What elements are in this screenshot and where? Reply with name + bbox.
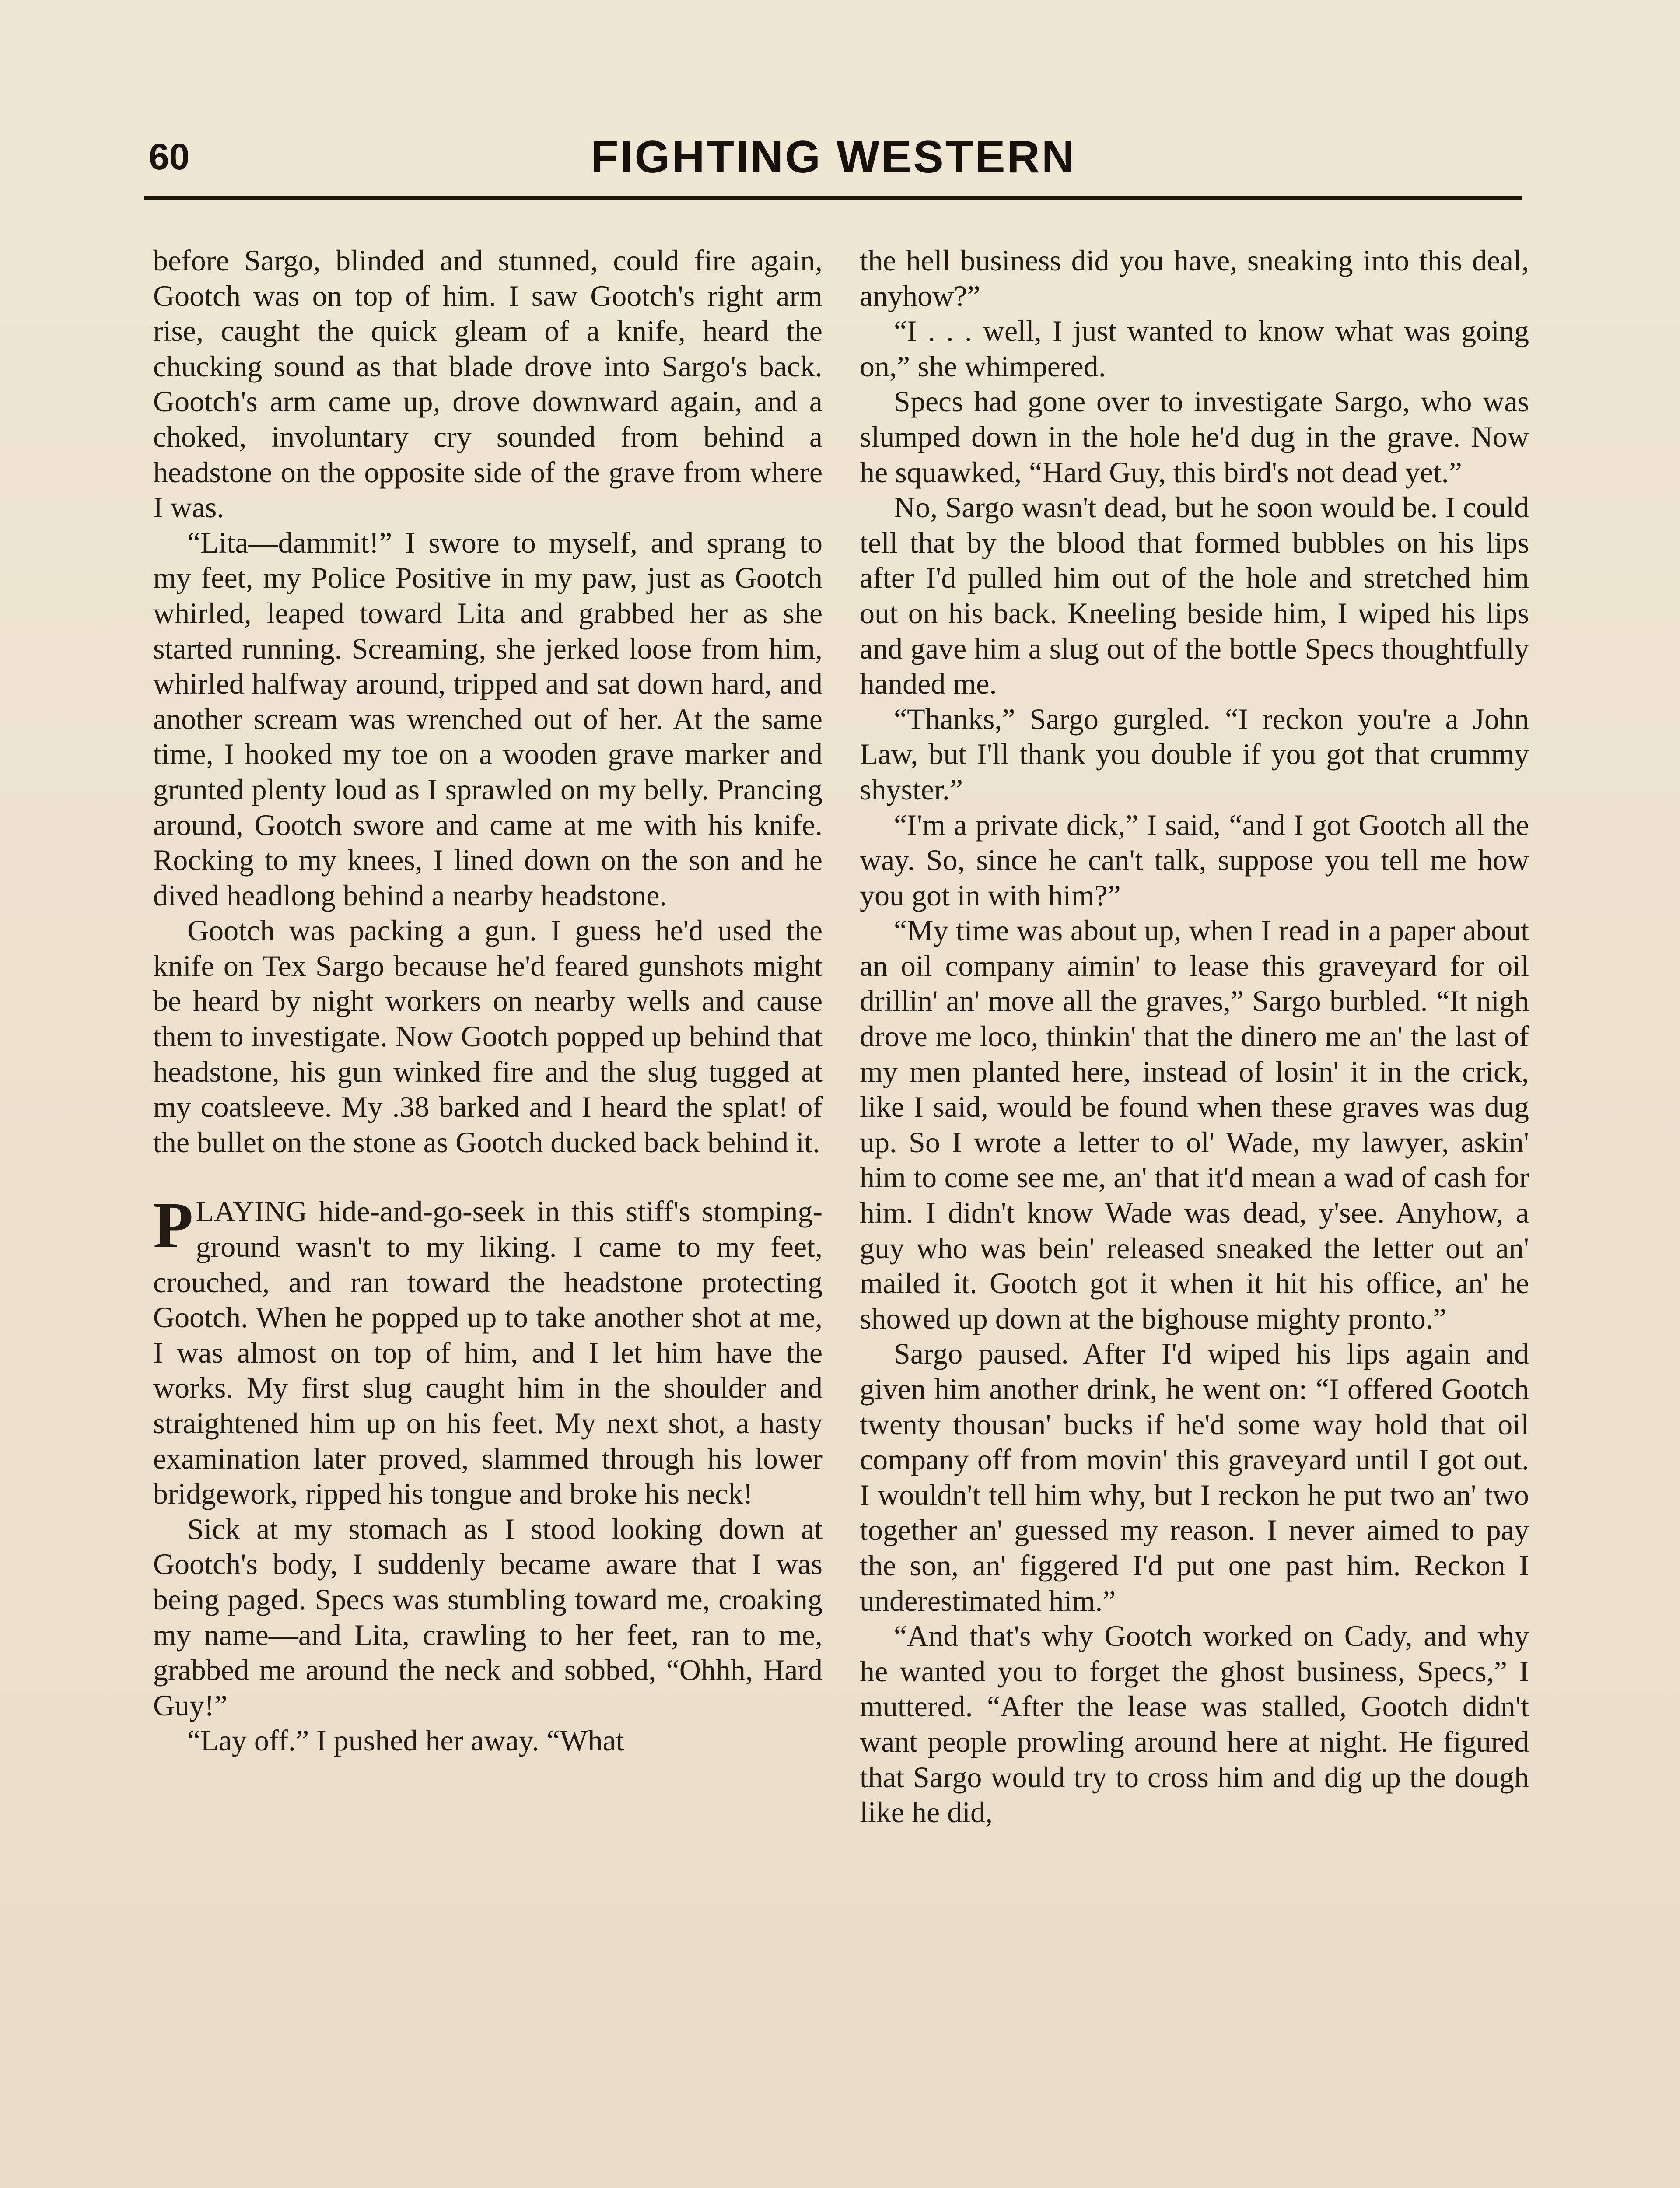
paragraph: before Sargo, blinded and stunned, could fire again, Gootch was on top of him. I saw Gootch's right arm rise, caught the quick gleam of a knife, heard the chucking sound as that blade drove into Sargo's back. Gootch's arm came up, drove downward again, and a choked, involuntary cry sounded from behind a headstone on the opposite side of the grave from where I was.: [153, 244, 822, 524]
paragraph: Specs had gone over to investigate Sargo, who was slumped down in the hole he'd dug in the grave. Now he squawked, “Hard Guy, this bird's not dead yet.”: [860, 385, 1529, 489]
paragraph: the hell business did you have, sneaking into this deal, anyhow?”: [860, 244, 1529, 312]
paragraph: No, Sargo wasn't dead, but he soon would be. I could tell that by the blood that formed bubbles on his lips after I'd pulled him out of the hole and stretched him out on his back. Kneeling beside him, I wiped his lips and gave him a slug out of the bottle Specs thoughtfully handed me.: [860, 491, 1529, 701]
paragraph: “Thanks,” Sargo gurgled. “I reckon you're a John Law, but I'll thank you double if you got that crummy shyster.”: [860, 702, 1529, 806]
paragraph: “My time was about up, when I read in a paper about an oil company aimin' to lease this graveyard for oil drillin' an' move all the graves,” Sargo burbled. “It nigh drove me loco, thinkin' that the dinero me an' the last of my men planted here, instead of losin' it in the crick, like I said, would be found when these graves was dug up. So I wrote a letter to ol' Wade, my lawyer, askin' him to come see me, an' that it'd mean a wad of cash for him. I didn't know Wade was dead, y'see. Anyhow, a guy who was bein' released sneaked the letter out an' mailed it. Gootch got it when it hit his office, an' he showed up down at the bighouse mighty pronto.”: [860, 914, 1529, 1335]
running-title: FIGHTING WESTERN: [591, 132, 1076, 182]
paragraph: “I . . . well, I just wanted to know what was going on,” she whimpered.: [860, 314, 1529, 383]
paragraph: “I'm a private dick,” I said, “and I got Gootch all the way. So, since he can't talk, suppose you tell me how you got in with him?”: [860, 808, 1529, 912]
page-header: [144, 131, 1522, 193]
left-column: [153, 243, 822, 2188]
paragraph: “Lay off.” I pushed her away. “What: [187, 1724, 624, 1757]
page-number: 60: [149, 136, 190, 177]
paragraph: “And that's why Gootch worked on Cady, and why he wanted you to forget the ghost business, Specs,” I muttered. “After the lease was stalled, Gootch didn't want people prowling around here at night. He figured that Sargo would try to cross him and dig up the dough like he did,: [860, 1619, 1529, 1829]
paragraph: Sargo paused. After I'd wiped his lips again and given him another drink, he went on: “I offered Gootch twenty thousan' bucks if he'd some way hold that oil company off from movin' this graveyard until I got out. I wouldn't tell him why, but I reckon he put two an' two together an' guessed my reason. I never aimed to pay the son, an' figgered I'd put one past him. Reckon I underestimated him.”: [860, 1337, 1529, 1617]
drop-cap: P: [153, 1189, 193, 1262]
section-opening-text: LAYING hide-and-go-seek in this stiff's stomping-ground wasn't to my liking. I came to my feet, crouched, and ran toward the headstone protecting Gootch. When he popped up to take another shot at me, I was almost on top of him, and I let him have the works. My first slug caught him in the shoulder and straightened him up on his feet. My next shot, a hasty examination later proved, slammed through his lower bridgework, ripped his tongue and broke his neck!: [153, 1195, 822, 1511]
section-opening-paragraph: [153, 1189, 822, 1511]
paragraph: Sick at my stomach as I stood looking down at Gootch's body, I suddenly became aware that I was being paged. Specs was stumbling toward me, croaking my name—and Lita, crawling to her feet, ran to me, grabbed me around the neck and sobbed, “Ohhh, Hard Guy!”: [153, 1512, 822, 1722]
right-column: [860, 243, 1529, 2188]
paragraph: Gootch was packing a gun. I guess he'd used the knife on Tex Sargo because he'd feared gunshots might be heard by night workers on nearby wells and cause them to investigate. Now Gootch popped up behind that headstone, his gun winked fire and the slug tugged at my coatsleeve. My .38 barked and I heard the splat! of the bullet on the stone as Gootch ducked back behind it.: [153, 914, 822, 1159]
header-rule: [144, 196, 1522, 200]
paragraph: “Lita—dammit!” I swore to myself, and sprang to my feet, my Police Positive in my paw, just as Gootch whirled, leaped toward Lita and grabbed her as she started running. Screaming, she jerked loose from him, whirled halfway around, tripped and sat down hard, and another scream was wrenched out of her. At the same time, I hooked my toe on a wooden grave marker and grunted plenty loud as I sprawled on my belly. Prancing around, Gootch swore and came at me with his knife. Rocking to my knees, I lined down on the son and he dived headlong behind a nearby headstone.: [153, 526, 822, 912]
